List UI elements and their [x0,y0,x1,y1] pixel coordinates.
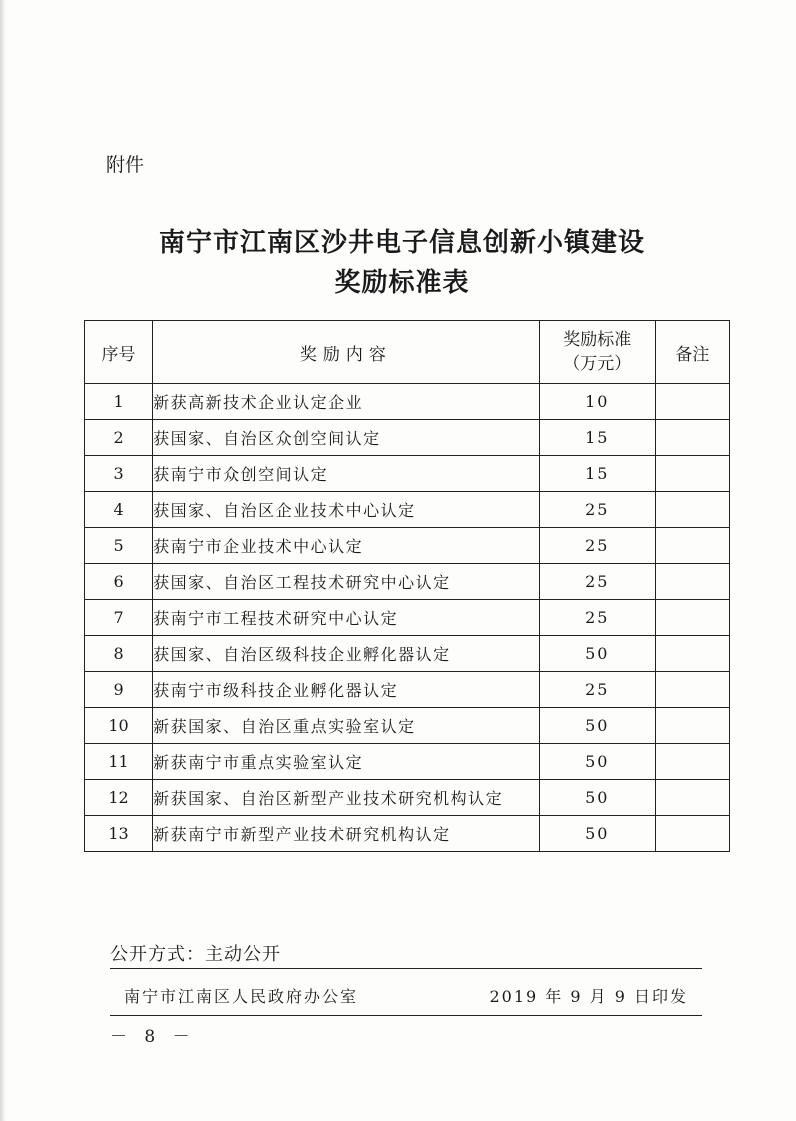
page-title-line-2: 奖励标准表 [334,268,470,298]
divider-top [110,968,702,969]
row-no: 6 [85,564,153,600]
header-no: 序号 [85,321,153,384]
row-no: 7 [85,600,153,636]
table-row [85,636,730,672]
row-no: 5 [85,528,153,564]
row-content: 新获国家、自治区新型产业技术研究机构认定 [153,780,540,816]
row-note [655,420,729,456]
row-standard: 25 [539,528,655,564]
row-content: 新获高新技术企业认定企业 [153,384,540,420]
table-row [85,384,730,420]
row-standard: 15 [539,420,655,456]
divider-bottom [110,1015,702,1016]
row-content: 新获南宁市新型产业技术研究机构认定 [153,816,540,852]
issuing-office: 南宁市江南区人民政府办公室 [124,987,359,1006]
header-note: 备注 [655,321,729,384]
row-standard: 25 [539,672,655,708]
row-content: 新获南宁市重点实验室认定 [153,744,540,780]
table-row [85,672,730,708]
table-row [85,420,730,456]
row-note [655,456,729,492]
row-content: 获国家、自治区企业技术中心认定 [153,492,540,528]
row-content: 新获国家、自治区重点实验室认定 [153,708,540,744]
row-standard: 50 [539,636,655,672]
table-row [85,816,730,852]
row-no: 3 [85,456,153,492]
attachment-label: 附件 [106,154,145,176]
row-no: 8 [85,636,153,672]
row-standard: 50 [539,780,655,816]
row-note [655,384,729,420]
row-content: 获国家、自治区级科技企业孵化器认定 [153,636,540,672]
row-no: 12 [85,780,153,816]
row-note [655,636,729,672]
table-row [85,708,730,744]
award-standards-table [84,320,730,852]
row-standard: 50 [539,744,655,780]
page-title-line-1: 南宁市江南区沙井电子信息创新小镇建设 [158,228,645,258]
row-content: 获国家、自治区工程技术研究中心认定 [153,564,540,600]
header-content: 奖励内容 [153,321,540,384]
row-content: 获国家、自治区众创空间认定 [153,420,540,456]
row-standard: 25 [539,492,655,528]
table-header-row [85,321,730,384]
row-note [655,528,729,564]
issue-date: 2019 年 9 月 9 日印发 [489,987,688,1006]
row-no: 4 [85,492,153,528]
row-note [655,564,729,600]
row-standard: 15 [539,456,655,492]
row-content: 获南宁市工程技术研究中心认定 [153,600,540,636]
header-standard [539,321,655,384]
row-content: 获南宁市企业技术中心认定 [153,528,540,564]
table-row [85,528,730,564]
scan-edge-shadow [0,0,6,1121]
header-standard-line2: （万元） [563,354,632,374]
row-no: 9 [85,672,153,708]
table-row [85,564,730,600]
row-standard: 50 [539,816,655,852]
table-row [85,456,730,492]
row-standard: 25 [539,564,655,600]
row-note [655,780,729,816]
row-note [655,744,729,780]
table-row [85,744,730,780]
row-note [655,492,729,528]
page-number: － 8 － [110,1027,196,1047]
row-content: 获南宁市众创空间认定 [153,456,540,492]
table-row [85,600,730,636]
row-note [655,708,729,744]
header-standard-line1: 奖励标准 [563,330,632,350]
table-row [85,780,730,816]
row-no: 11 [85,744,153,780]
row-note [655,600,729,636]
publication-mode: 公开方式：主动公开 [110,944,281,965]
row-standard: 10 [539,384,655,420]
row-content: 获南宁市级科技企业孵化器认定 [153,672,540,708]
row-standard: 50 [539,708,655,744]
row-note [655,816,729,852]
table-row [85,492,730,528]
row-note [655,672,729,708]
row-no: 2 [85,420,153,456]
row-no: 10 [85,708,153,744]
row-no: 13 [85,816,153,852]
row-standard: 25 [539,600,655,636]
row-no: 1 [85,384,153,420]
